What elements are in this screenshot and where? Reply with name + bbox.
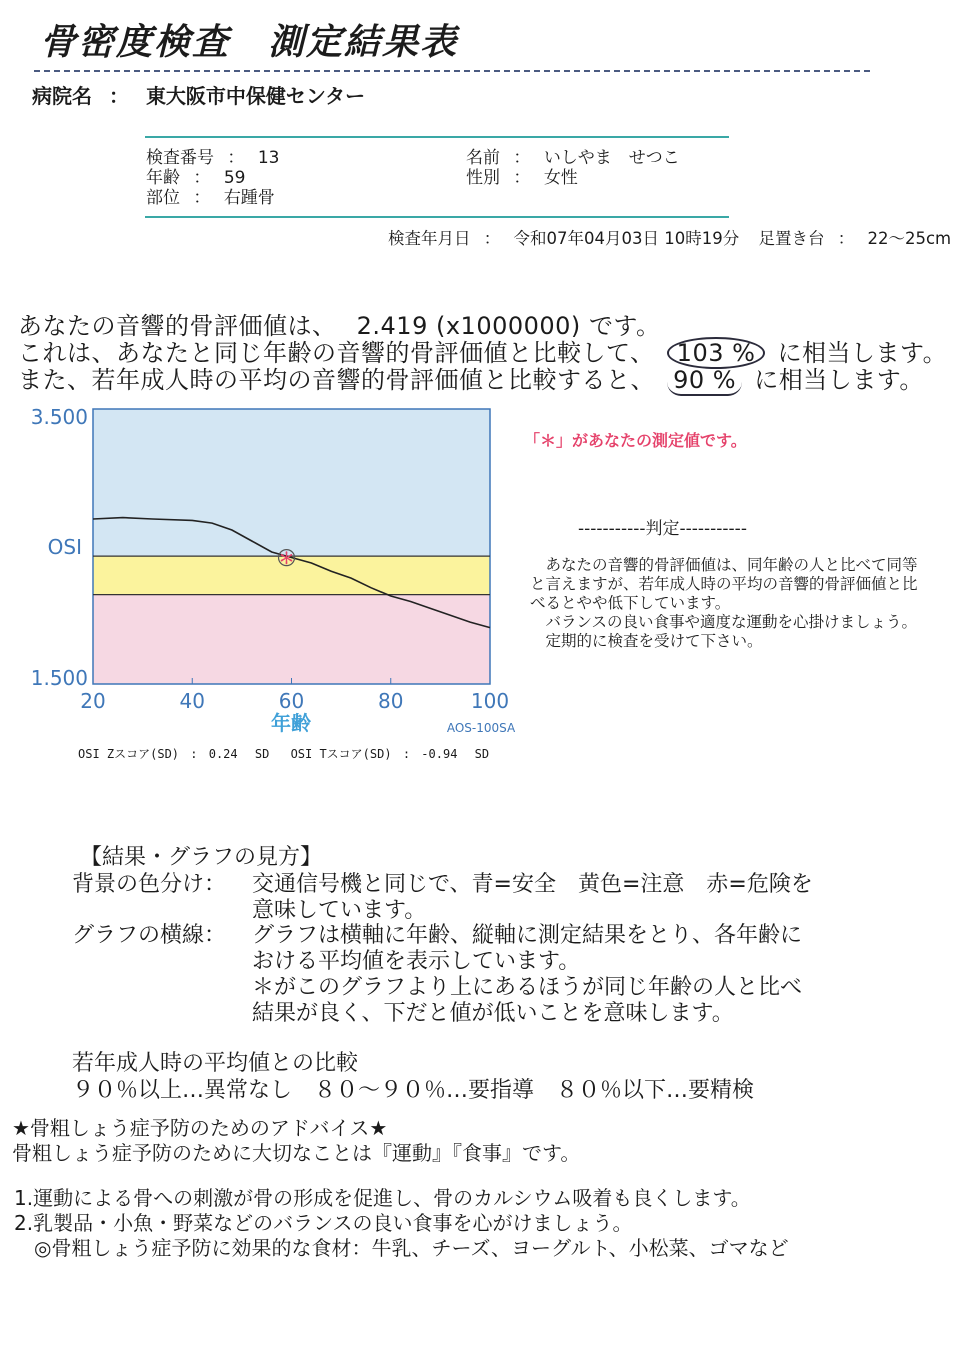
age-row bbox=[146, 168, 279, 188]
chart-x-tick-label-4: 100 bbox=[470, 689, 510, 713]
name-separator: ： bbox=[513, 148, 531, 168]
foot-stand-label: 足置き台 bbox=[758, 229, 825, 248]
t-score-unit: SD bbox=[474, 747, 490, 761]
guide-line-text-4: 結果が良く、下だと値が低いことを意味します。 bbox=[252, 1001, 734, 1026]
young-adult-compare-criteria: ９０％以上…異常なし ８０～９０％…要指導 ８０％以下…要精検 bbox=[72, 1078, 755, 1103]
chart-y-tick-top: 3.500 bbox=[30, 405, 88, 429]
age-value: 59 bbox=[223, 168, 246, 188]
chart-x-axis-label: 年齢 bbox=[271, 711, 311, 735]
site-value: 右踵骨 bbox=[223, 188, 275, 208]
age-separator: ： bbox=[193, 168, 211, 188]
exam-date-separator: ： bbox=[483, 229, 501, 248]
name-value: いしやま せつこ bbox=[543, 148, 680, 168]
chart-y-axis-label: OSI bbox=[47, 535, 82, 559]
same-age-percent: 103 % bbox=[667, 337, 766, 369]
guide-line-text-2: おける平均値を表示しています。 bbox=[252, 949, 581, 974]
guide-heading: 【結果・グラフの見方】 bbox=[80, 845, 323, 870]
chart-bands bbox=[93, 409, 490, 684]
foot-stand-value: 22～25cm bbox=[867, 229, 952, 248]
judgement-text: あなたの音響的骨評価値は、同年齢の人と比べて同等と言えますが、若年成人時の平均の音響的骨評価値と比べるとやや低下しています。 バランスの良い食事や適度な運動を心掛けましょう。 定期的に検査を受けて下さい。 bbox=[530, 556, 918, 650]
advice-item-1: 1.運動による骨への刺激が骨の形成を促進し、骨のカルシウム吸着も良くします。 bbox=[14, 1186, 751, 1210]
patient-info-right bbox=[466, 148, 680, 188]
chart-x-tick-label-3: 80 bbox=[378, 689, 404, 713]
exam-number-row bbox=[146, 148, 279, 168]
chart-x-tick-labels bbox=[80, 689, 509, 713]
z-score-separator: : bbox=[190, 747, 198, 761]
chart-x-tick-label-2: 60 bbox=[278, 689, 305, 713]
z-score-label: OSI Zスコア(SD) bbox=[78, 747, 180, 761]
z-score-value: 0.24 bbox=[208, 747, 238, 761]
young-adult-compare-heading: 若年成人時の平均値との比較 bbox=[72, 1051, 359, 1076]
title-divider bbox=[34, 70, 870, 72]
result-line-3 bbox=[18, 360, 924, 396]
hospital-line bbox=[32, 80, 365, 109]
score-line bbox=[78, 745, 489, 762]
site-row bbox=[146, 188, 279, 208]
guide-bg-line-1: 交通信号機と同じで、青=安全 黄色=注意 赤=危険を bbox=[252, 872, 813, 897]
name-row bbox=[466, 148, 680, 168]
advice-heading: ★骨粗しょう症予防のためのアドバイス★ bbox=[12, 1116, 388, 1140]
guide-line-label: グラフの横線： bbox=[72, 923, 227, 948]
patient-info-top-rule bbox=[145, 136, 729, 138]
sex-label: 性別 bbox=[466, 168, 500, 188]
hospital-separator: ： bbox=[108, 84, 129, 108]
result-line-1-text: あなたの音響的骨評価値は、 bbox=[18, 312, 337, 340]
chart-model-label: AOS-100SA bbox=[446, 721, 516, 735]
site-label: 部位 bbox=[146, 188, 180, 208]
young-adult-percent: 90 % bbox=[667, 366, 742, 396]
patient-info-bottom-rule bbox=[145, 216, 729, 218]
patient-info-left bbox=[146, 148, 279, 208]
page-title: 骨密度検査 測定結果表 bbox=[40, 22, 459, 63]
result-line-3-text: また、若年成人時の平均の音響的骨評価値と比較すると、 bbox=[18, 366, 655, 394]
chart-x-tick-label-1: 40 bbox=[179, 689, 205, 713]
exam-info-line bbox=[388, 229, 951, 249]
t-score-separator: : bbox=[402, 747, 411, 761]
chart-x-tick-label-0: 20 bbox=[80, 689, 106, 713]
advice-item-2: 2.乳製品・小魚・野菜などのバランスの良い食事を心がけましょう。 bbox=[14, 1211, 633, 1235]
exam-number-value: 13 bbox=[257, 148, 280, 168]
chart-y-tick-bottom: 1.500 bbox=[30, 666, 88, 690]
sex-row bbox=[466, 168, 680, 188]
chart-band-0 bbox=[93, 409, 490, 556]
bone-value: 2.419 (x1000000) bbox=[356, 312, 581, 340]
guide-bg-line-2: 意味しています。 bbox=[252, 898, 427, 923]
exam-number-label: 検査番号 bbox=[146, 148, 214, 168]
guide-line-text-1: グラフは横軸に年齢、縦軸に測定結果をとり、各年齢に bbox=[252, 923, 803, 948]
age-label: 年齢 bbox=[146, 168, 180, 188]
advice-intro: 骨粗しょう症予防のために大切なことは『運動』『食事』です。 bbox=[12, 1141, 581, 1165]
judgement-heading: -----------判定----------- bbox=[578, 519, 747, 539]
advice-item-3: ◎骨粗しょう症予防に効果的な食材：牛乳、チーズ、ヨーグルト、小松菜、ゴマなど bbox=[14, 1236, 789, 1260]
name-label: 名前 bbox=[466, 148, 500, 168]
exam-date-label: 検査年月日 bbox=[388, 229, 471, 248]
z-score-unit: SD bbox=[254, 747, 270, 761]
t-score-label: OSI Tスコア(SD) bbox=[290, 747, 392, 761]
site-separator: ： bbox=[193, 188, 211, 208]
result-line-2-text: これは、あなたと同じ年齢の音響的骨評価値と比較して、 bbox=[18, 339, 655, 367]
measurement-note: 「＊」があなたの測定値です。 bbox=[524, 431, 747, 450]
guide-line-text-3: ＊がこのグラフより上にあるほうが同じ年齢の人と比べ bbox=[252, 975, 803, 1000]
chart-measurement-marker: ＊ bbox=[278, 548, 295, 568]
hospital-label: 病院名 bbox=[32, 84, 92, 108]
osi-chart bbox=[20, 400, 530, 740]
exam-number-separator: ： bbox=[227, 148, 245, 168]
hospital-name: 東大阪市中保健センター bbox=[145, 84, 366, 108]
exam-date-value: 令和07年04月03日 10時19分 bbox=[513, 229, 740, 248]
result-line-3-end: に相当します。 bbox=[754, 366, 924, 394]
sex-separator: ： bbox=[513, 168, 531, 188]
result-line-1-end: です。 bbox=[588, 312, 661, 340]
sex-value: 女性 bbox=[543, 168, 578, 188]
foot-stand-separator: ： bbox=[837, 229, 855, 248]
result-line-2-end: に相当します。 bbox=[777, 339, 948, 367]
guide-bg-label: 背景の色分け： bbox=[72, 872, 227, 897]
t-score-value: -0.94 bbox=[421, 747, 458, 761]
